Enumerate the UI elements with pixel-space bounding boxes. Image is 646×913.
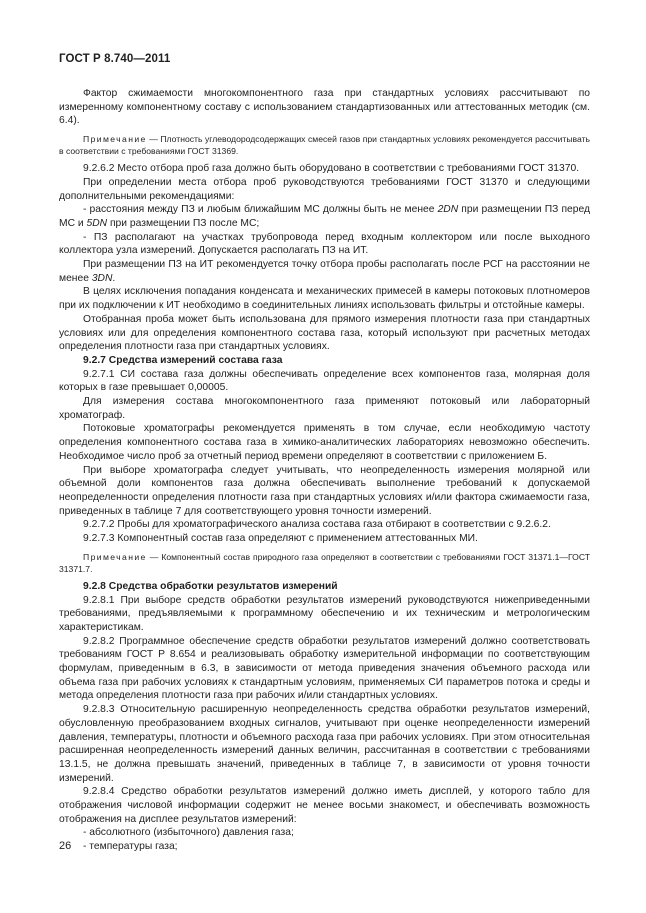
paragraph: Потоковые хроматографы рекомендуется применять в том случае, если необходимую частоту определения компонентного состава газа в химико-аналитических лабораториях невозможно обеспечить. Необходимое число проб за отчетный период времени определяют в соответствии с приложением Б. [59, 423, 590, 462]
paragraph: 9.2.7.2 Пробы для хроматографического анализа состава газа отбирают в соответствии с 9.2.6.2. [83, 519, 551, 531]
section-heading: 9.2.8 Средства обработки результатов измерений [83, 580, 338, 592]
paragraph: В целях исключения попадания конденсата и механических примесей в камеры потоковых плотномеров при их подключении к ИТ необходимо в соединительных линиях использовать фильтры и отстойные камеры. [59, 286, 590, 312]
list-item: - температуры газа; [83, 841, 178, 853]
list-item: - расстояния между ПЗ и любым ближайшим МС должны быть не менее 2DN при размещении ПЗ перед МС и 5DN при размещении ПЗ после МС; [59, 204, 590, 229]
page-header: ГОСТ Р 8.740—2011 [59, 53, 171, 65]
paragraph: 9.2.6.2 Место отбора проб газа должно быть оборудовано в соответствии с требованиями ГОСТ 31370. [83, 163, 580, 175]
section-heading: 9.2.7 Средства измерений состава газа [83, 354, 283, 366]
paragraph: При выборе хроматографа следует учитывать, что неопределенность измерения молярной или объемной доли компонентов газа должна обеспечивать выполнение требований к допускаемой неопределенности определения плотности газа при стандартных условиях и/или фактора сжимаемости газа, приведенных в таблице 7 для соответствующего уровня точности измерений. [59, 464, 590, 517]
paragraph: Фактор сжимаемости многокомпонентного газа при стандартных условиях рассчитывают по измеренному компонентному составу с использованием стандартизованных или аттестованных методик (см. 6.4). [59, 88, 590, 127]
paragraph: При определении места отбора проб руководствуются требованиями ГОСТ 31370 и следующими дополнительными рекомендациями: [59, 176, 590, 202]
page-number: 26 [59, 840, 72, 852]
paragraph: 9.2.8.4 Средство обработки результатов измерений должно иметь дисплей, у которого табло для отображения числовой информации содержит не менее восьми знакомест, и обеспечивать возможность отображения на дисплее результатов измерений: [59, 786, 590, 825]
paragraph: 9.2.8.2 Программное обеспечение средств обработки результатов измерений должно соответствовать требованиям ГОСТ Р 8.654 и реализовывать обработку измерительной информации по соответствующим формулам, приведенным в 6.3, в зависимости от метода приведения значения объемного расхода или объема газа при рабочих условиях к стандартным условиям, применяемых СИ параметров потока и среды и метода определения плотности газа при рабочих и/или стандартных условиях. [59, 635, 590, 702]
note [59, 551, 590, 575]
note-text: — Плотность углеводородсодержащих смесей газов при стандартных условиях рекомендуется рассчитывать в соответствии с требованиями ГОСТ 31369. [59, 134, 590, 157]
paragraph: 9.2.8.1 При выборе средств обработки результатов измерений руководствуются нижеприведенными требованиями, предъявляемыми к программному обеспечению и их техническим и метрологическим характеристикам. [59, 594, 590, 633]
note-text: — Компонентный состав природного газа определяют в соответствии с требованиями ГОСТ 31371.1—ГОСТ 31371.7. [59, 551, 590, 574]
paragraph: 9.2.7.1 СИ состава газа должны обеспечивать определение всех компонентов газа, молярная доля которых в газе превышает 0,00005. [59, 368, 590, 394]
paragraph: Для измерения состава многокомпонентного газа применяют потоковый или лабораторный хроматограф. [59, 396, 590, 421]
page-body [59, 76, 590, 854]
note-label: Примечание [83, 551, 147, 562]
paragraph: При размещении ПЗ на ИТ рекомендуется точку отбора пробы располагать после РСГ на расстоянии не менее 3DN. [59, 259, 590, 284]
list-item: - абсолютного (избыточного) давления газа; [83, 827, 294, 839]
note [59, 133, 590, 157]
note-label: Примечание [83, 134, 147, 145]
list-item: - ПЗ располагают на участках трубопровода перед входным коллектором или после выходного коллектора узла измерений. Допускается располагать ПЗ на ИТ. [59, 231, 590, 257]
paragraph: 9.2.8.3 Относительную расширенную неопределенность средства обработки результатов измерений, обусловленную преобразованием входных сигналов, учитывают при оценке неопределенности измерений давления, температуры, плотности и объемного расхода газа при рабочих условиях. При этом относительная расширенная неопределенность измерений данных величин, рассчитанная в соответствии с требованиями 13.1.5, не должна превышать значений, приведенных в таблице 7, в зависимости от уровня точности измерений. [59, 704, 590, 784]
paragraph: Отобранная проба может быть использована для прямого измерения плотности газа при стандартных условиях или для определения компонентного состава газа, который используют при расчетных методах определения плотности газа при стандартных условиях. [59, 313, 590, 353]
paragraph: 9.2.7.3 Компонентный состав газа определяют с применением аттестованных МИ. [83, 533, 478, 545]
